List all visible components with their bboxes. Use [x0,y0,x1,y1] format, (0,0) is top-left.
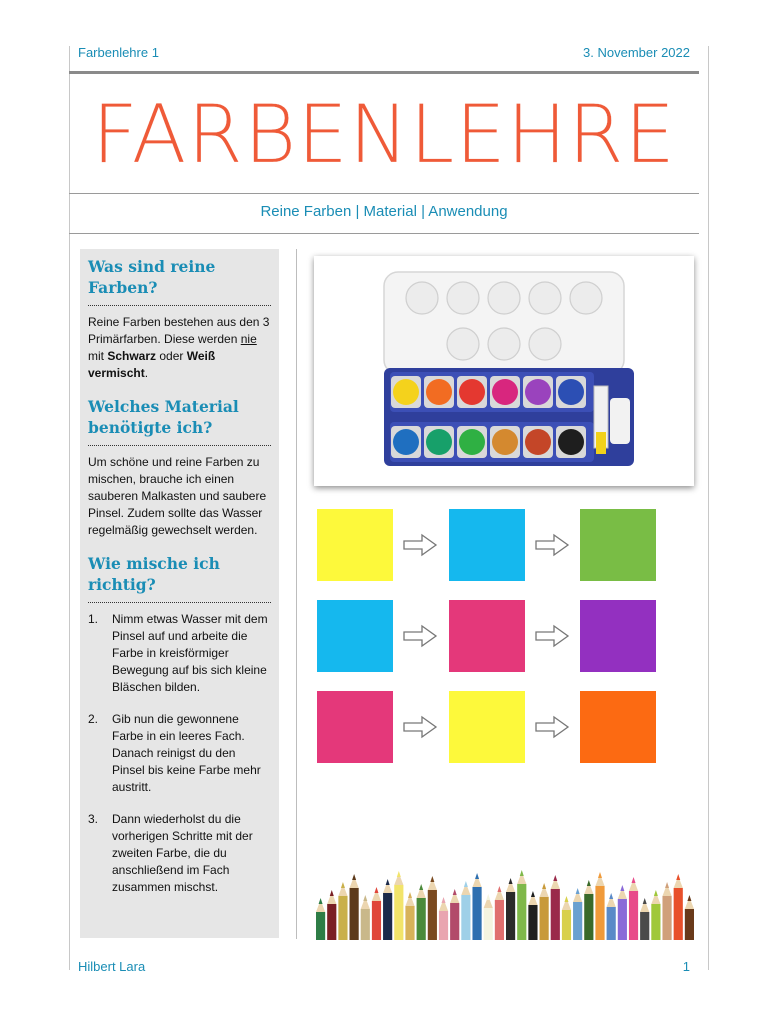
pencil [316,898,325,940]
header-divider [69,71,699,74]
pencil [573,888,582,940]
color-swatch [580,691,656,763]
pencil [405,892,414,940]
pencil [461,881,470,940]
list-item [88,611,271,696]
color-swatch [317,509,393,581]
section-text-material: Um schöne und reine Farben zu mischen, brauche ich einen sauberen Malkasten und saubere Pinsel. Zudem sollte das Wasser regelmäßig gewechselt werden. [88,455,267,537]
color-swatch [449,509,525,581]
pencil [540,883,549,940]
step-number: 2. [88,712,99,726]
pencil [674,874,683,940]
list-item [88,711,271,796]
pencil [607,893,616,940]
sidebar [80,249,279,938]
color-swatch [317,600,393,672]
pencil [662,882,671,940]
pencil [338,882,347,940]
paint-color [492,429,518,455]
paint-tube-cap [596,432,606,454]
page-title: FARBENLEHRE [91,88,677,181]
paint-color [459,379,485,405]
pencil [361,895,370,940]
footer-page-number: 1 [682,959,690,974]
pencil [450,889,459,940]
pencil [640,898,649,940]
paint-color [426,379,452,405]
dotted-divider [88,305,271,306]
text-run: . [144,366,149,380]
pencil [618,885,627,940]
pencil [562,896,571,940]
heading-line: Wie mische ich [88,554,220,573]
column-divider [296,249,297,939]
pencil [484,894,493,940]
color-swatch [449,691,525,763]
paint-color [426,429,452,455]
pencil [350,874,359,940]
paintbox-illustration [314,256,694,486]
text-run: oder [156,349,187,363]
header-date: 3. November 2022 [583,45,690,60]
paint-color [525,429,551,455]
section-heading-mischen [88,553,271,595]
box-clip [610,398,630,444]
pencil [372,887,381,940]
pencil [417,884,426,940]
section-heading-material [88,396,271,438]
arrow-right-icon [534,624,570,648]
paint-color [459,429,485,455]
step-text: Nimm etwas Wasser mit dem Pinsel auf und arbeite die Farbe in kreisförmiger Bewegung auf bis sich kleine Bläschen bilden. [112,612,268,694]
arrow-right-icon [534,533,570,557]
subtitle-divider [69,233,699,234]
arrow-right-icon [402,624,438,648]
pencil [439,897,448,940]
section-heading-reine-farben [88,256,271,298]
step-text: Dann wiederholst du die vorherigen Schritte mit der zweiten Farbe, die du anschließend im Fach zusammen mischst. [112,812,253,894]
color-swatch [580,600,656,672]
step-number: 3. [88,812,99,826]
pencil [394,871,403,940]
pencil [651,890,660,940]
text-underlined: nie [240,332,257,346]
pencil [595,872,604,940]
step-number: 1. [88,612,99,626]
pencil [551,875,560,940]
steps-list [88,611,271,896]
heading-line: benötigte ich? [88,418,213,437]
footer-author: Hilbert Lara [78,959,146,974]
text-run: mit [88,349,108,363]
color-swatch [449,600,525,672]
pencil [506,878,515,940]
text-bold: Weiß vermischt [88,349,216,380]
paintbox-photo [314,256,694,486]
pencil [383,879,392,940]
colored-pencils-illustration [315,848,695,940]
paint-color [492,379,518,405]
header-doc-name: Farbenlehre 1 [78,45,159,60]
arrow-right-icon [402,533,438,557]
color-swatch [580,509,656,581]
paint-color [525,379,551,405]
title-divider [69,193,699,194]
pencil [584,880,593,940]
pencil [685,895,694,940]
paint-color [558,379,584,405]
pencil [528,891,537,940]
heading-line: Farben? [88,278,158,297]
step-text: Gib nun die gewonnene Farbe in ein leeres Fach. Danach reinigst du den Pinsel bis keine Farbe mehr austritt. [112,712,261,794]
page-left-rule [69,46,70,970]
list-item [88,811,271,896]
heading-line: Was sind reine [88,257,216,276]
arrow-right-icon [402,715,438,739]
section-text-reine-farben [88,314,271,382]
text-bold: Schwarz [107,349,157,363]
text-run: Reine Farben bestehen aus den 3 Primärfarben. Diese werden [88,315,270,346]
pencil [327,890,336,940]
page-subtitle: Reine Farben | Material | Anwendung [260,203,508,220]
pencil [495,886,504,940]
heading-line: Welches Material [88,397,239,416]
pencil [472,873,481,940]
paint-color [558,429,584,455]
pencil [428,876,437,940]
paint-color [393,379,419,405]
page-right-rule [708,46,709,970]
arrow-right-icon [534,715,570,739]
paint-color [393,429,419,455]
color-swatch [317,691,393,763]
pencil [517,870,526,940]
dotted-divider [88,445,271,446]
dotted-divider [88,602,271,603]
heading-line: richtig? [88,575,156,594]
pencil [629,877,638,940]
